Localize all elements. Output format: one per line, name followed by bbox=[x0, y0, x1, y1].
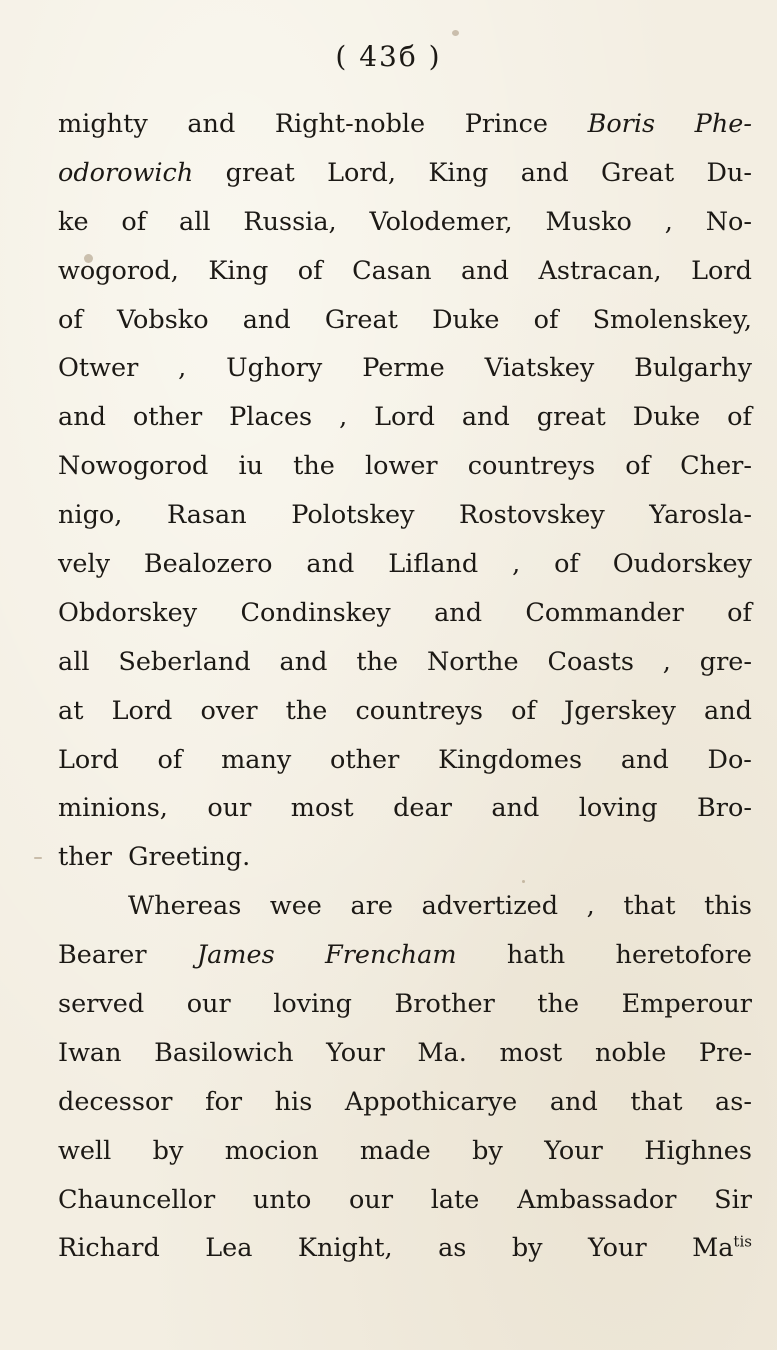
word: over bbox=[200, 695, 258, 726]
word: ther bbox=[58, 842, 112, 873]
word: Pre- bbox=[698, 1037, 752, 1068]
text-line bbox=[58, 1127, 752, 1176]
word: Musko bbox=[545, 206, 632, 237]
word: Otwer bbox=[58, 353, 139, 384]
text-line bbox=[58, 296, 752, 345]
word: Ma bbox=[692, 1233, 734, 1264]
word: Perme bbox=[362, 353, 445, 384]
word: iu bbox=[238, 451, 264, 482]
word: by bbox=[472, 1135, 503, 1166]
superscript: tis bbox=[733, 1232, 752, 1251]
word: the bbox=[537, 989, 580, 1020]
word: Rostovskey bbox=[459, 500, 605, 531]
word: Great bbox=[601, 157, 675, 188]
word: of bbox=[727, 402, 752, 433]
word: mighty bbox=[58, 109, 148, 139]
word: Duke bbox=[432, 304, 500, 335]
word: great bbox=[536, 402, 606, 433]
word: Iwan bbox=[58, 1037, 122, 1068]
word: Great bbox=[324, 304, 398, 335]
word: Boris bbox=[587, 109, 656, 139]
word: mocion bbox=[224, 1135, 319, 1166]
word: Ma. bbox=[417, 1037, 467, 1068]
paper-speck bbox=[34, 857, 42, 859]
word: Ughory bbox=[226, 353, 323, 384]
word: as- bbox=[715, 1086, 752, 1117]
word: of bbox=[625, 451, 651, 482]
word: Knight, bbox=[297, 1233, 393, 1264]
word: Frencham bbox=[325, 940, 457, 971]
word: Vobsko bbox=[116, 304, 209, 335]
word: Prince bbox=[464, 109, 549, 139]
word: of bbox=[533, 304, 559, 335]
word: other bbox=[330, 744, 400, 775]
word: served bbox=[58, 989, 145, 1020]
text-line bbox=[58, 784, 752, 833]
word: decessor bbox=[58, 1086, 173, 1117]
word: Russia, bbox=[243, 206, 337, 237]
text-line bbox=[58, 687, 752, 736]
text-line bbox=[58, 491, 752, 540]
word: Sir bbox=[714, 1184, 752, 1215]
word: gre- bbox=[699, 646, 752, 677]
word: Chauncellor bbox=[58, 1184, 216, 1215]
word: Viatskey bbox=[484, 353, 595, 384]
word: by bbox=[152, 1135, 184, 1166]
word: Yarosla- bbox=[649, 500, 752, 531]
word: Bro- bbox=[697, 793, 752, 824]
word: late bbox=[430, 1184, 480, 1215]
word: King bbox=[208, 255, 269, 286]
word: all bbox=[58, 646, 90, 677]
word: Places bbox=[229, 402, 313, 433]
word: Condinskey bbox=[240, 597, 391, 628]
word: ke bbox=[58, 206, 89, 237]
text-line bbox=[58, 638, 752, 687]
word: Commander bbox=[525, 597, 684, 628]
text-line bbox=[58, 833, 752, 882]
word: , bbox=[664, 206, 673, 237]
word: Seberland bbox=[118, 646, 251, 677]
text-line bbox=[58, 100, 752, 149]
word: the bbox=[356, 646, 399, 677]
word: Bealozero bbox=[143, 549, 273, 580]
word: Lord bbox=[58, 744, 119, 775]
word: minions, bbox=[58, 793, 168, 824]
word: No- bbox=[705, 206, 752, 237]
word: for bbox=[205, 1086, 243, 1117]
word: Du- bbox=[706, 157, 752, 188]
word: well bbox=[58, 1135, 112, 1166]
word: Greeting. bbox=[128, 842, 251, 873]
text-line bbox=[58, 1029, 752, 1078]
word: King bbox=[428, 157, 489, 188]
word: Cher- bbox=[680, 451, 752, 482]
word: made bbox=[359, 1135, 431, 1166]
word: nigo, bbox=[58, 500, 123, 531]
word: of bbox=[58, 304, 83, 335]
word: other bbox=[132, 402, 203, 433]
word: of bbox=[121, 206, 147, 237]
word: Lea bbox=[205, 1233, 253, 1264]
word: countreys bbox=[467, 451, 596, 482]
word: , bbox=[586, 891, 595, 922]
text-line bbox=[58, 540, 752, 589]
text-line bbox=[58, 393, 752, 442]
word: Your bbox=[544, 1135, 603, 1166]
word: advertized bbox=[421, 891, 559, 922]
text-line bbox=[58, 931, 752, 980]
word: Do- bbox=[707, 744, 752, 775]
page-number: ( 43б ) bbox=[335, 40, 442, 73]
word: that bbox=[623, 891, 676, 922]
word: our bbox=[186, 989, 231, 1020]
word: Lord bbox=[691, 255, 752, 286]
word: , bbox=[662, 646, 671, 677]
word: Oudorskey bbox=[612, 549, 752, 580]
word: and bbox=[704, 695, 752, 726]
word: and bbox=[491, 793, 540, 824]
text-line bbox=[58, 1078, 752, 1127]
word: great bbox=[225, 157, 295, 188]
word: vely bbox=[58, 549, 111, 580]
word: wogorod, bbox=[58, 255, 179, 286]
word: , bbox=[339, 402, 348, 433]
text-line bbox=[58, 736, 752, 785]
word: most bbox=[499, 1037, 563, 1068]
word: the bbox=[285, 695, 328, 726]
word: most bbox=[290, 793, 354, 824]
word: this bbox=[704, 891, 752, 922]
word: Bearer bbox=[58, 940, 147, 971]
word: our bbox=[349, 1184, 394, 1215]
word: dear bbox=[393, 793, 452, 824]
word: our bbox=[207, 793, 252, 824]
word: are bbox=[350, 891, 393, 922]
word: Casan bbox=[352, 255, 432, 286]
word: by bbox=[511, 1233, 543, 1264]
word: of bbox=[157, 744, 183, 775]
text-line bbox=[58, 589, 752, 638]
word: all bbox=[179, 206, 211, 237]
paper-speck bbox=[452, 30, 459, 36]
word: Duke bbox=[632, 402, 701, 433]
word: Whereas bbox=[128, 891, 242, 922]
text-line bbox=[58, 198, 752, 247]
word: heretofore bbox=[615, 940, 752, 971]
word: Lifland bbox=[388, 549, 479, 580]
word: and bbox=[306, 549, 355, 580]
word: and bbox=[58, 402, 106, 433]
word: the bbox=[293, 451, 335, 482]
word: Volodemer, bbox=[369, 206, 513, 237]
word: of bbox=[554, 549, 579, 580]
word: Jgerskey bbox=[564, 695, 676, 726]
word: Lord, bbox=[327, 157, 396, 188]
word: Right-noble bbox=[274, 109, 426, 139]
word: Nowogorod bbox=[58, 451, 209, 482]
word: Kingdomes bbox=[438, 744, 583, 775]
word: Emperour bbox=[621, 989, 752, 1020]
word: Coasts bbox=[547, 646, 634, 677]
text-line bbox=[58, 247, 752, 296]
word: Basilowich bbox=[154, 1037, 294, 1068]
text-line bbox=[58, 149, 752, 198]
word: Phe- bbox=[694, 109, 752, 139]
word: and bbox=[549, 1086, 598, 1117]
word: odorowich bbox=[58, 157, 194, 188]
word: Your bbox=[588, 1233, 647, 1264]
word: , bbox=[512, 549, 521, 580]
word: of bbox=[511, 695, 536, 726]
word: and bbox=[242, 304, 291, 335]
word: Bulgarhy bbox=[634, 353, 752, 384]
word: Highnes bbox=[644, 1135, 752, 1166]
text-line bbox=[58, 1224, 752, 1273]
word: Lord bbox=[111, 695, 173, 726]
word: Rasan bbox=[166, 500, 247, 531]
word: unto bbox=[252, 1184, 312, 1215]
word: countreys bbox=[355, 695, 484, 726]
word: Your bbox=[326, 1037, 385, 1068]
word: and bbox=[461, 255, 509, 286]
word: , bbox=[178, 353, 187, 384]
word: and bbox=[187, 109, 236, 139]
word-with-superscript bbox=[692, 1224, 752, 1273]
body-text bbox=[58, 100, 752, 1273]
text-line bbox=[58, 882, 752, 931]
word: Polotskey bbox=[291, 500, 415, 531]
word: of bbox=[297, 255, 323, 286]
word: Northe bbox=[426, 646, 519, 677]
word: loving bbox=[273, 989, 353, 1020]
text-line bbox=[58, 442, 752, 491]
word: wee bbox=[269, 891, 322, 922]
word: hath bbox=[506, 940, 566, 971]
word: Appothicarye bbox=[344, 1086, 518, 1117]
word: and bbox=[279, 646, 328, 677]
word: and bbox=[520, 157, 569, 188]
word: Brother bbox=[394, 989, 495, 1020]
word: and bbox=[461, 402, 510, 433]
text-line bbox=[58, 344, 752, 393]
paper-speck bbox=[84, 254, 93, 263]
word: his bbox=[274, 1086, 313, 1117]
word: that bbox=[630, 1086, 683, 1117]
word: lower bbox=[364, 451, 438, 482]
word: noble bbox=[594, 1037, 667, 1068]
word: Lord bbox=[374, 402, 435, 433]
word: as bbox=[438, 1233, 467, 1264]
word: and bbox=[434, 597, 483, 628]
word: James bbox=[196, 940, 275, 971]
word: Richard bbox=[58, 1233, 160, 1264]
word: of bbox=[727, 597, 752, 628]
word: Smolenskey, bbox=[592, 304, 752, 335]
text-line bbox=[58, 980, 752, 1029]
paper-speck bbox=[522, 880, 525, 883]
word: Astracan, bbox=[538, 255, 662, 286]
word: loving bbox=[578, 793, 658, 824]
text-line bbox=[58, 1176, 752, 1225]
word: Ambassador bbox=[517, 1184, 677, 1215]
word: many bbox=[221, 744, 292, 775]
word: and bbox=[620, 744, 669, 775]
word: Obdorskey bbox=[58, 597, 198, 628]
word: at bbox=[58, 695, 84, 726]
